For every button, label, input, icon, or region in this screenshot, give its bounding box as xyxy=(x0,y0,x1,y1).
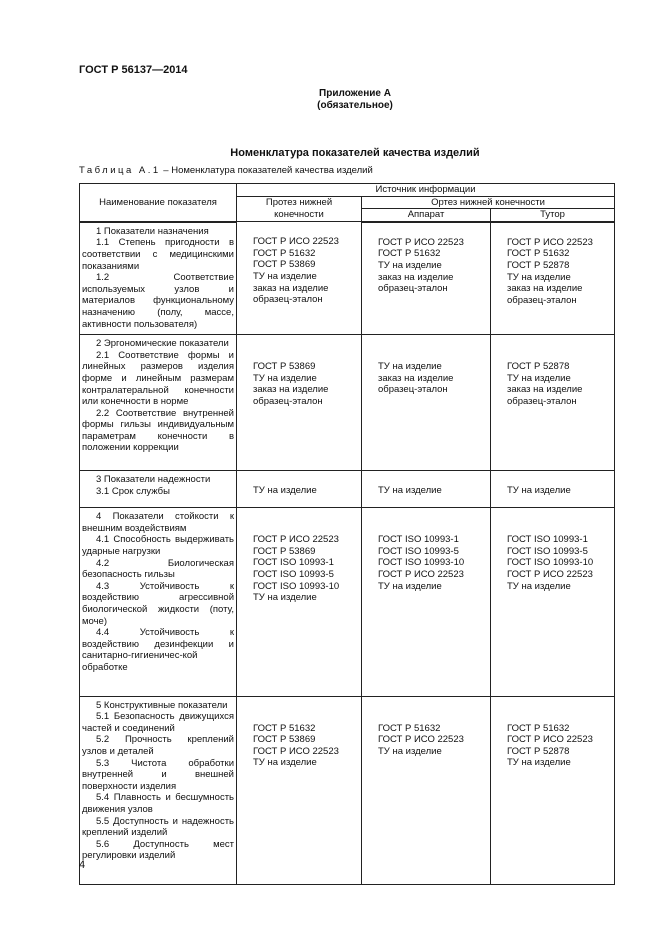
source-line: ТУ на изделие xyxy=(378,485,442,497)
indicator-cell xyxy=(80,222,237,335)
source-line: образец-эталон xyxy=(507,294,577,306)
section-title: Номенклатура показателей качества изделий xyxy=(230,147,480,159)
source-line: ТУ на изделие xyxy=(507,372,571,384)
source-line: заказ на изделие xyxy=(378,271,454,283)
source-line: ТУ на изделие xyxy=(507,271,571,283)
source-line: ГОСТ ISO 10993-10 xyxy=(507,557,594,569)
source-line: ГОСТ Р 51632 xyxy=(507,722,570,734)
source-line: ГОСТ Р ИСО 22523 xyxy=(507,236,593,248)
source-line: ГОСТ Р 51632 xyxy=(378,248,441,260)
source-line: ГОСТ ISO 10993-5 xyxy=(507,545,588,557)
indicator-cell xyxy=(80,335,237,471)
indicator-line: 5.3 Чистота обработки внутренней и внешней поверхности изделия xyxy=(82,757,234,792)
source-line: ТУ на изделие xyxy=(253,372,317,384)
source-line: заказ на изделие xyxy=(253,282,329,294)
source-line: ГОСТ Р 51632 xyxy=(253,247,316,259)
source-line: ГОСТ Р 53869 xyxy=(253,734,316,746)
indicator-line: 5.2 Прочность креплений узлов и деталей xyxy=(82,734,234,757)
source-line: ТУ на изделие xyxy=(507,757,571,769)
source-line: ГОСТ Р 53869 xyxy=(253,361,316,373)
page-number: 4 xyxy=(79,859,86,871)
source-line: заказ на изделие xyxy=(507,283,583,295)
indicator-cell xyxy=(80,471,237,508)
source-line: ГОСТ Р ИСО 22523 xyxy=(253,745,339,757)
table-row xyxy=(80,696,615,884)
source-line: ТУ на изделие xyxy=(378,361,442,373)
header-info-source: Источник информации xyxy=(237,184,615,197)
prosthesis-source-cell xyxy=(237,508,362,696)
source-line: образец-эталон xyxy=(507,395,577,407)
indicator-line: 4.2 Биологическая безопасность гильзы xyxy=(82,557,234,581)
source-line: ГОСТ ISO 10993-10 xyxy=(378,557,465,569)
indicator-line: 1.2 Соответствие используемых узлов и материалов функциональному назначению (полу, массе, активности пользователя) xyxy=(82,272,234,330)
source-line: образец-эталон xyxy=(253,395,323,407)
document-code: ГОСТ Р 56137—2014 xyxy=(79,64,188,76)
table-caption xyxy=(79,165,373,176)
indicator-line: 4.3 Устойчивость к воздействию агрессивной биологической жидкости (поту, моче) xyxy=(82,580,234,627)
source-line: ГОСТ Р 52878 xyxy=(507,259,570,271)
source-line: заказ на изделие xyxy=(507,384,583,396)
indicator-cell xyxy=(80,508,237,696)
indicator-line: 5 Конструктивные показатели xyxy=(96,699,228,711)
prosthesis-source-cell xyxy=(237,471,362,508)
source-line: ГОСТ ISO 10993-1 xyxy=(507,534,588,546)
indicator-line: 4.4 Устойчивость к воздействию дезинфекции и санитарно-гигиеничес-кой обработке xyxy=(82,627,234,673)
source-line: ТУ на изделие xyxy=(378,580,442,592)
source-line: ТУ на изделие xyxy=(507,580,571,592)
indicator-line: 5.5 Доступность и надежность креплений изделий xyxy=(82,815,234,839)
header-orthosis: Ортез нижней конечности xyxy=(362,196,615,209)
quality-indicators-table xyxy=(79,183,615,885)
source-line: ГОСТ Р ИСО 22523 xyxy=(378,569,464,581)
indicator-line: 3.1 Срок службы xyxy=(96,485,170,497)
indicator-line: 3 Показатели надежности xyxy=(96,474,211,486)
indicator-line: 2 Эргономические показатели xyxy=(96,338,229,350)
apparatus-source-cell xyxy=(362,508,491,696)
prosthesis-source-cell xyxy=(237,335,362,471)
prosthesis-source-cell xyxy=(237,222,362,335)
source-line: образец-эталон xyxy=(378,283,448,295)
source-line: ГОСТ Р ИСО 22523 xyxy=(507,734,593,746)
source-line: ГОСТ Р ИСО 22523 xyxy=(378,236,464,248)
table-row xyxy=(80,471,615,508)
source-line: ГОСТ ISO 10993-1 xyxy=(253,557,334,569)
source-line: ТУ на изделие xyxy=(507,485,571,497)
indicator-line: 1.1 Степень пригодности в соответствии с медицинскими показаниями xyxy=(82,237,234,272)
source-line: ТУ на изделие xyxy=(253,271,317,283)
indicator-line: 4 Показатели стойкости к внешним воздействиям xyxy=(82,511,234,534)
header-apparatus: Аппарат xyxy=(362,209,491,222)
appendix-title: Приложение А xyxy=(319,88,391,99)
tutor-source-cell xyxy=(491,222,615,335)
source-line: ГОСТ Р 52878 xyxy=(507,745,570,757)
apparatus-source-cell xyxy=(362,696,491,884)
source-line: ГОСТ Р 52878 xyxy=(507,361,570,373)
source-line: образец-эталон xyxy=(253,294,323,306)
source-line: ГОСТ Р ИСО 22523 xyxy=(378,734,464,746)
indicator-line: 4.1 Способность выдерживать ударные нагрузки xyxy=(82,534,234,558)
source-line: ГОСТ Р ИСО 22523 xyxy=(253,236,339,248)
source-line: ТУ на изделие xyxy=(378,259,442,271)
source-line: ГОСТ Р 51632 xyxy=(378,722,441,734)
source-line: заказ на изделие xyxy=(253,384,329,396)
source-line: ГОСТ ISO 10993-5 xyxy=(253,569,334,581)
table-row xyxy=(80,222,615,335)
appendix-heading xyxy=(300,88,410,112)
header-indicator-name: Наименование показателя xyxy=(80,184,237,222)
source-line: образец-эталон xyxy=(378,384,448,396)
source-line: ГОСТ Р 51632 xyxy=(507,248,570,260)
table-row xyxy=(80,508,615,696)
source-line: ГОСТ Р 53869 xyxy=(253,259,316,271)
source-line: ТУ на изделие xyxy=(378,745,442,757)
indicator-cell xyxy=(80,696,237,884)
source-line: ГОСТ Р 53869 xyxy=(253,545,316,557)
apparatus-source-cell xyxy=(362,335,491,471)
source-line: ГОСТ ISO 10993-10 xyxy=(253,580,340,592)
tutor-source-cell xyxy=(491,471,615,508)
tutor-source-cell xyxy=(491,508,615,696)
source-line: заказ на изделие xyxy=(378,372,454,384)
table-caption-text: – Номенклатура показателей качества изделий xyxy=(160,165,373,176)
indicator-line: 5.1 Безопасность движущихся частей и соединений xyxy=(82,711,234,734)
table-caption-label: Таблица А.1 xyxy=(79,165,161,176)
prosthesis-source-cell xyxy=(237,696,362,884)
source-line: ГОСТ Р ИСО 22523 xyxy=(507,569,593,581)
tutor-source-cell xyxy=(491,335,615,471)
apparatus-source-cell xyxy=(362,471,491,508)
indicator-line: 2.1 Соответствие формы и линейных размеров изделия форме и линейным размерам контралатеральной конечности или конечности в норме xyxy=(82,349,234,408)
indicator-line: 1 Показатели назначения xyxy=(96,225,209,237)
table-body xyxy=(80,222,615,885)
source-line: ГОСТ ISO 10993-1 xyxy=(378,534,459,546)
source-line: ТУ на изделие xyxy=(253,485,317,497)
table-row xyxy=(80,335,615,471)
source-line: ГОСТ Р ИСО 22523 xyxy=(253,534,339,546)
indicator-line: 2.2 Соответствие внутренней формы гильзы индивидуальным параметрам конечности в положении коррекции xyxy=(82,407,234,454)
appendix-note: (обязательное) xyxy=(317,100,393,111)
indicator-line: 5.4 Плавность и бесшумность движения узлов xyxy=(82,792,234,815)
header-tutor: Тутор xyxy=(491,209,615,222)
tutor-source-cell xyxy=(491,696,615,884)
apparatus-source-cell xyxy=(362,222,491,335)
source-line: ГОСТ ISO 10993-5 xyxy=(378,545,459,557)
source-line: ГОСТ Р 51632 xyxy=(253,722,316,734)
indicator-line: 5.6 Доступность мест регулировки изделий xyxy=(82,838,234,862)
header-prosthesis: Протез нижней конечности xyxy=(237,196,362,222)
source-line: ТУ на изделие xyxy=(253,592,317,604)
source-line: ТУ на изделие xyxy=(253,757,317,769)
